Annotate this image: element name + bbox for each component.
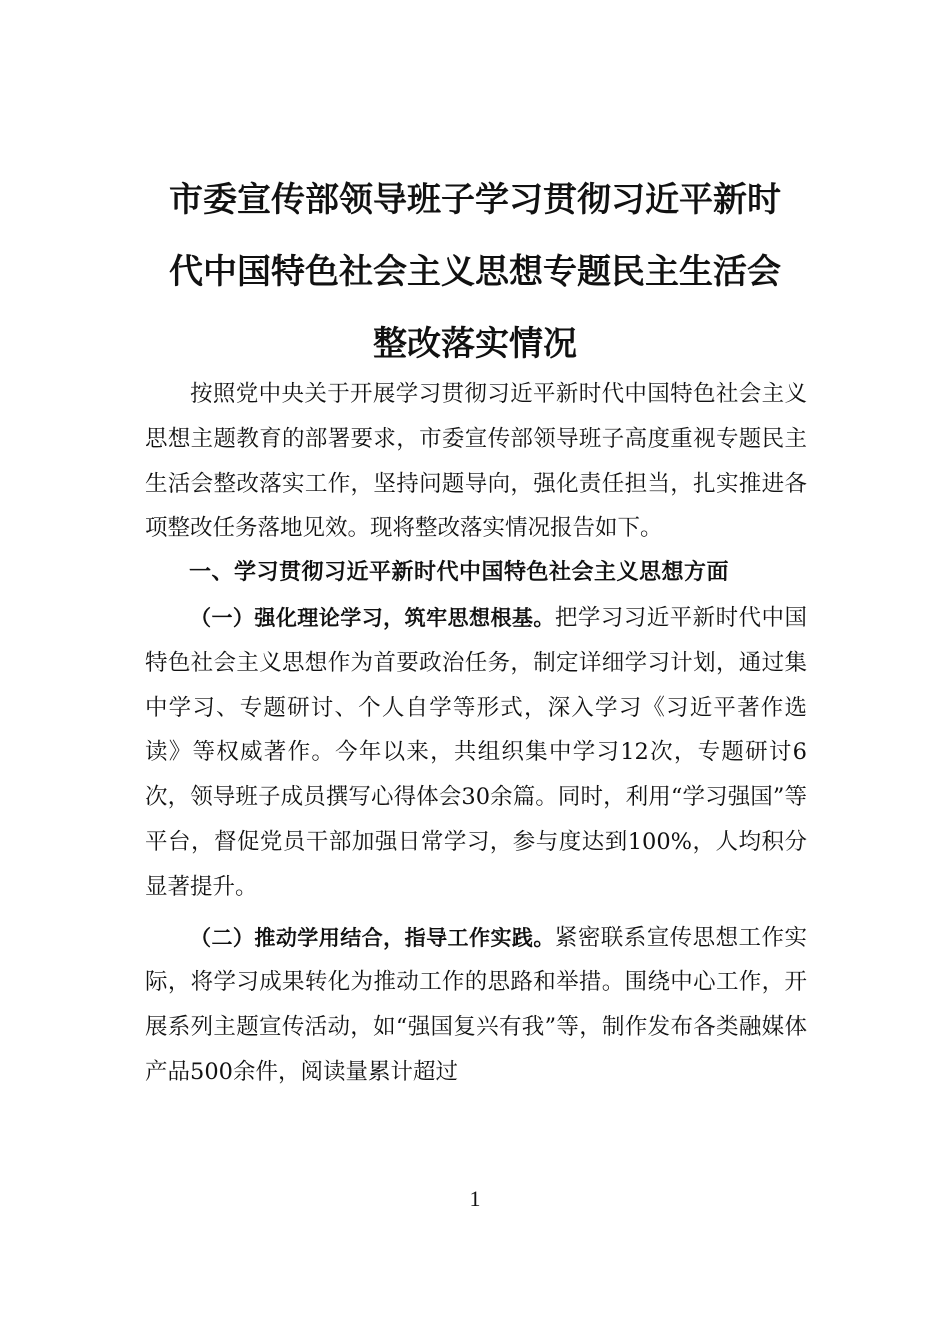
page-number: 1 — [469, 1186, 481, 1211]
item-1-paragraph — [145, 596, 807, 910]
document-body — [145, 372, 807, 1095]
intro-paragraph: 按照党中央关于开展学习贯彻习近平新时代中国特色社会主义思想主题教育的部署要求，市委宣传部领导班子高度重视专题民主生活会整改落实工作，坚持问题导向，强化责任担当，扎实推进各项整改任务落地见效。现将整改落实情况报告如下。 — [145, 381, 807, 542]
item-2-paragraph — [145, 916, 807, 1095]
document-title — [145, 164, 805, 380]
title-line-3: 整改落实情况 — [373, 324, 577, 364]
section-heading-1: 一、学习贯彻习近平新时代中国特色社会主义思想方面 — [189, 560, 730, 586]
item-2-heading: （二）推动学用结合，指导工作实践。 — [190, 925, 555, 950]
item-2-body: 紧密联系宣传思想工作实际，将学习成果转化为推动工作的思路和举措。围绕中心工作，开展系列主题宣传活动，如“强国复兴有我”等，制作发布各类融媒体产品500余件，阅读量累计超过 — [145, 924, 807, 1085]
title-line-1: 市委宣传部领导班子学习贯彻习近平新时 — [169, 180, 781, 220]
item-1-heading: （一）强化理论学习，筑牢思想根基。 — [190, 605, 555, 630]
item-1-body: 把学习习近平新时代中国特色社会主义思想作为首要政治任务，制定详细学习计划，通过集中学习、专题研讨、个人自学等形式，深入学习《习近平著作选读》等权威著作。今年以来，共组织集中学习12次，专题研讨6次，领导班子成员撰写心得体会30余篇。同时，利用“学习强国”等平台，督促党员干部加强日常学习，参与度达到100%，人均积分显著提升。 — [145, 604, 807, 900]
title-line-2: 代中国特色社会主义思想专题民主生活会 — [169, 252, 781, 292]
